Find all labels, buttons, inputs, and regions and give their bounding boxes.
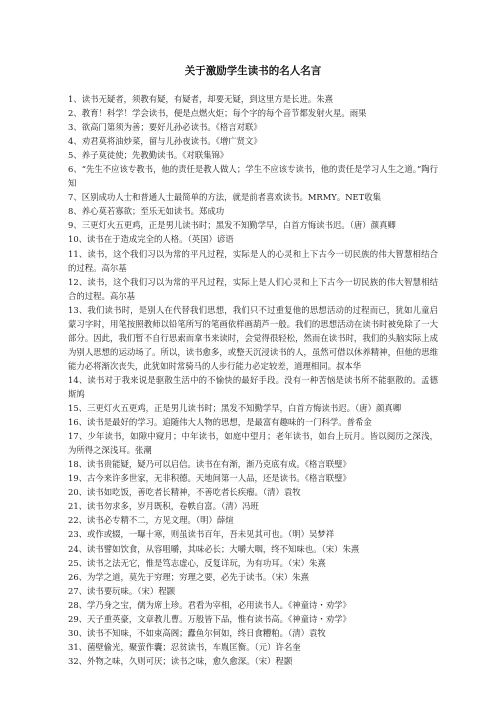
list-item — [68, 598, 438, 612]
list-item — [68, 485, 438, 499]
item-number: 30、 — [68, 627, 88, 638]
item-number: 3、 — [68, 122, 82, 133]
item-number: 9、 — [68, 220, 82, 231]
item-number: 14、 — [68, 374, 88, 385]
document-title: 关于激励学生读书的名人名言 — [184, 65, 322, 77]
item-number: 6、 — [68, 164, 82, 175]
item-text: 养心莫若寡欲；至乐无如读书。郑成功 — [81, 206, 225, 217]
item-text: 读书无疑者，须教有疑，有疑者，却要无疑，到这里方是长进。朱熹 — [81, 94, 333, 104]
list-item — [68, 429, 438, 457]
item-number: 18、 — [68, 459, 88, 470]
list-item — [68, 556, 438, 570]
list-item — [68, 92, 438, 106]
list-item — [68, 401, 438, 415]
item-number: 25、 — [68, 557, 88, 568]
item-text: 读书贵能疑，疑乃可以启信。读书在有渐，渐乃克底有成。《格言联璧》 — [87, 459, 351, 470]
item-number: 24、 — [68, 543, 88, 554]
item-number: 5、 — [68, 150, 82, 161]
item-number: 4、 — [68, 136, 82, 147]
list-item — [68, 106, 438, 120]
item-number: 11、 — [68, 248, 88, 259]
item-number: 23、 — [68, 529, 88, 540]
item-number: 15、 — [68, 403, 88, 414]
item-text: 古今来许多世家，无非积德。天地间第一人品，还是读书。《格言联璧》 — [87, 473, 351, 484]
item-number: 28、 — [68, 599, 88, 610]
item-number: 7、 — [68, 192, 82, 203]
list-item — [68, 204, 438, 218]
list-item — [68, 232, 438, 246]
list-item — [68, 190, 438, 204]
list-item — [68, 513, 438, 527]
item-number: 13、 — [68, 304, 88, 315]
item-text: 读书，这个我们习以为常的平凡过程，实际上是人们心灵和上下古今一切民族的伟大智慧相结合的过程。高尔基 — [68, 276, 438, 301]
item-number: 21、 — [68, 501, 88, 512]
item-number: 29、 — [68, 613, 88, 624]
item-number: 8、 — [68, 206, 82, 217]
list-item — [68, 373, 438, 401]
item-number: 31、 — [68, 641, 88, 652]
item-text: 读书要玩味。（宋）程颢 — [87, 585, 175, 596]
list-item — [68, 612, 438, 626]
item-text: 劝君莫将油炒菜，留与儿孙夜读书。《增广贤文》 — [81, 136, 262, 147]
item-text: 读书是最好的学习。追随伟大人物的思想，是最富有趣味的一门科学。普希金 — [87, 417, 372, 428]
item-text: 读书在于造成完全的人格。（英国）谚语 — [87, 234, 234, 245]
item-number: 22、 — [68, 515, 88, 526]
list-item — [68, 218, 438, 232]
item-number: 19、 — [68, 473, 88, 484]
item-text: 读书勿求多，岁月既积，卷帙自富。（清）冯班 — [87, 501, 259, 512]
list-item — [68, 120, 438, 134]
list-item — [68, 415, 438, 429]
list-item — [68, 570, 438, 584]
item-number: 10、 — [68, 234, 88, 245]
list-item — [68, 303, 438, 373]
item-text: 少年读书，如隙中窥月；中年读书，如庭中望月；老年读书，如台上玩月。皆以阅历之深浅，为所得之深浅耳。张潮 — [68, 431, 438, 456]
item-text: 读书必专精不二，方见文理。（明）薛煊 — [87, 515, 234, 526]
item-text: 读书不知味，不如束高阁；蠹鱼尔何如，终日食糟粕。（清）袁牧 — [87, 627, 326, 638]
list-item — [68, 275, 438, 303]
item-text: 三更灯火五更鸡，正是男儿读书时；黑发不知勤学早，白首方悔读书迟。（唐）颜真卿 — [87, 403, 402, 414]
item-number: 2、 — [68, 108, 82, 119]
item-text: 区别成功人士和普通人士最简单的方法，就是前者喜欢读书。MRMY。NET收集 — [81, 192, 381, 203]
item-number: 20、 — [68, 487, 88, 498]
list-item — [68, 499, 438, 513]
item-text: 读书譬如饮食，从容咀嚼，其味必长；大嚼大咽，终不知味也。（宋）朱熹 — [87, 543, 360, 554]
list-item — [68, 542, 438, 556]
list-item — [68, 584, 438, 598]
list-item — [68, 134, 438, 148]
list-item — [68, 148, 438, 162]
item-text: 为学之道，莫先于穷理；穷理之要，必先于读书。（宋）朱熹 — [87, 571, 309, 582]
item-number: 26、 — [68, 571, 88, 582]
item-text: 读书之法无它，惟是笃志虚心，反复详玩，为有功耳。（宋）朱熹 — [87, 557, 326, 568]
list-item — [68, 640, 438, 654]
item-number: 17、 — [68, 431, 88, 442]
item-text: 欲高门第须为善；要好儿孙必读书。《格言对联》 — [81, 122, 262, 133]
list-item — [68, 471, 438, 485]
list-item — [68, 457, 438, 471]
item-text: 外物之味，久则可厌；读书之味，愈久愈深。（宋）程颢 — [87, 655, 293, 666]
item-text: “先生不应该专教书，他的责任是教人做人；学生不应该专读书，他的责任是学习人生之道。”陶行知 — [68, 164, 438, 189]
item-text: 菌壁偷光，聚萤作囊；忍贫读书，车胤匡衡。（元）许名奎 — [87, 641, 301, 652]
item-text: 读书如吃饭，善吃者长精神，不善吃者长疾瘤。（清）袁牧 — [87, 487, 301, 498]
quote-list — [68, 92, 438, 668]
item-number: 27、 — [68, 585, 88, 596]
list-item — [68, 247, 438, 275]
list-item — [68, 626, 438, 640]
item-number: 16、 — [68, 417, 88, 428]
item-text: 学乃身之宝，儒为席上珍。君看为宰相，必用读书人。《神童诗・劝学》 — [87, 599, 351, 610]
item-text: 养子莫徒使；先教勤读书。《对联集锦》 — [81, 150, 229, 161]
item-number: 32、 — [68, 655, 88, 666]
item-text: 教育！科学！学会读书，便是点燃火炬；每个字的每个音节都发射火星。雨果 — [81, 108, 367, 119]
item-number: 1、 — [68, 94, 82, 104]
item-text: 读书，这个我们习以为常的平凡过程，实际是人的心灵和上下古今一切民族的伟大智慧相结合的过程。高尔基 — [68, 248, 438, 273]
item-text: 读书对于我来说是驱散生活中的不愉快的最好手段。没有一种苦恼是读书所不能驱散的。孟德斯鸠 — [68, 374, 438, 399]
list-item — [68, 654, 438, 668]
item-text: 三更灯火五更鸡，正是男儿读书时；黑发不知勤学早，白首方悔读书迟。（唐）颜真卿 — [81, 220, 396, 231]
item-text: 我们读书时，是别人在代替我们思想，我们只不过重复他的思想活动的过程而已，犹如儿童启蒙习字时，用笔按照教师以铅笔所写的笔画依样画葫芦一般。我们的思想活动在读书时被免除了一大部分。因此，我们暂不自行思索而拿书来读时，会觉得很轻松，然而在读书时，我们的头脑实际上成为别人思想的运动场了。所以，读书愈多，或整天沉浸读书的人，虽然可借以休养精神，但他的思维能力必将渐次丧失，此犹如时常骑马的人步行能力必定较差，道理相同。叔本华 — [68, 304, 438, 371]
list-item — [68, 527, 438, 541]
item-text: 或作或辍，一曝十寒，则虽读书百年，吾未见其可也。（明）吴梦祥 — [87, 529, 335, 540]
item-number: 12、 — [68, 276, 88, 287]
list-item — [68, 162, 438, 190]
item-text: 天子重英豪，文章教儿曹。万般皆下品，惟有读书高。《神童诗・劝学》 — [87, 613, 351, 624]
